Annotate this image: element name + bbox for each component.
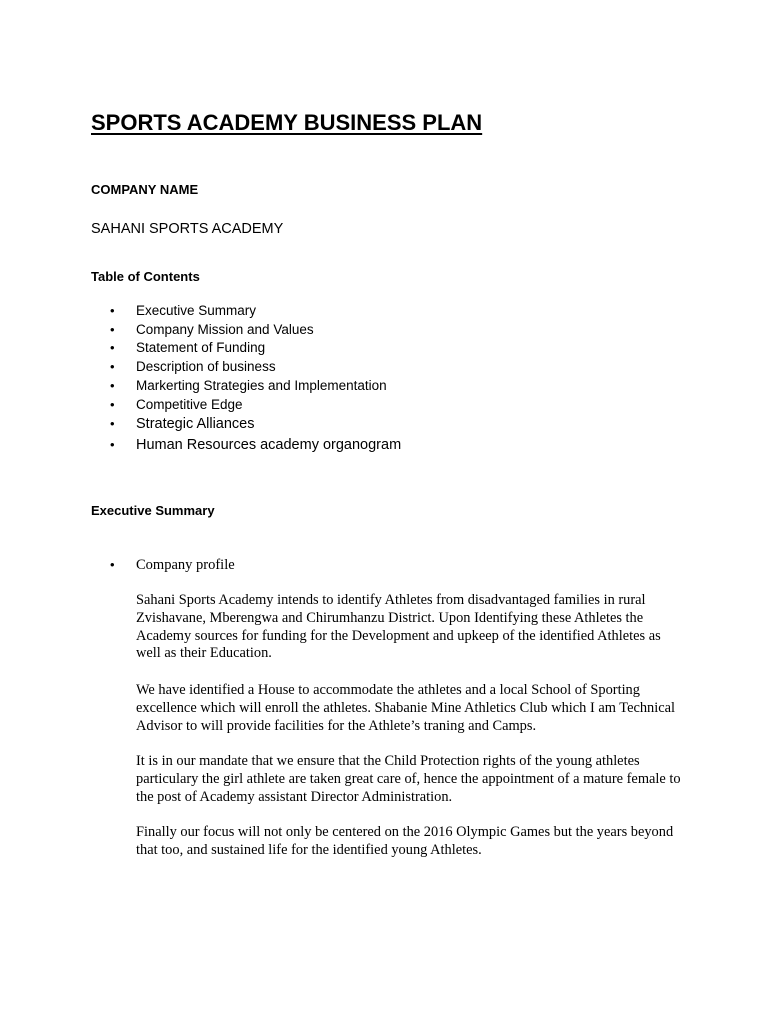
toc-item-statement-of-funding [91,339,401,358]
toc-item-mission-values [91,321,401,340]
toc-item-competitive-edge [91,396,401,415]
profile-paragraph-2: We have identified a House to accommodate the athletes and a local School of Sporting excellence which will enroll the athletes. Shabanie Mine Athletics Club which I am Technical Advisor to will provide facilities for the Athlete’s traning and Camps. [136,682,676,734]
bullet-icon: • [110,340,115,356]
profile-paragraph-4: Finally our focus will not only be centered on the 2016 Olympic Games but the years beyond that too, and sustained life for the identified young Athletes. [136,824,674,858]
toc-item-human-resources [91,435,401,456]
toc-item-label: Statement of Funding [136,340,266,356]
executive-summary-heading: Executive Summary [91,503,215,518]
bullet-icon: • [110,303,115,318]
document-title: SPORTS ACADEMY BUSINESS PLAN [91,110,483,135]
bullet-icon: • [110,321,115,337]
toc-list [91,302,401,455]
bullet-icon: • [110,377,115,393]
toc-item-strategic-alliances [91,414,401,435]
profile-paragraph-1: Sahani Sports Academy intends to identify Athletes from disadvantaged families in rural Zvishavane, Mberengwa and Chirumhanzu District. Upon Identifying these Athletes the Academy sources for funding for the Development and upkeep of the identified Athletes as well as their Education. [136,592,661,662]
toc-item-label: Strategic Alliances [136,416,255,433]
company-profile-item [91,556,235,574]
company-profile-label: Company profile [136,557,235,573]
toc-item-label: Executive Summary [136,303,257,318]
toc-item-label: Company Mission and Values [136,321,314,337]
toc-item-description-of-business [91,358,401,377]
toc-item-marketing-strategies [91,377,401,396]
bullet-icon: • [110,396,115,412]
toc-item-label: Human Resources academy organogram [136,436,402,453]
toc-item-label: Description of business [136,359,276,375]
company-name-label: COMPANY NAME [91,182,199,197]
bullet-icon: • [110,359,115,375]
toc-item-label: Markerting Strategies and Implementation [136,377,387,393]
bullet-icon: • [110,557,115,572]
bullet-icon: • [110,436,115,452]
toc-heading: Table of Contents [91,269,200,284]
company-name-value: SAHANI SPORTS ACADEMY [91,221,284,237]
bullet-icon: • [110,416,115,432]
profile-paragraph-3: It is in our mandate that we ensure that the Child Protection rights of the young athletes particulary the girl athlete are taken great care of, hence the appointment of a mature female to the post of Academy assistant Director Administration. [136,753,681,805]
toc-item-executive-summary [91,302,401,321]
toc-item-label: Competitive Edge [136,396,243,412]
